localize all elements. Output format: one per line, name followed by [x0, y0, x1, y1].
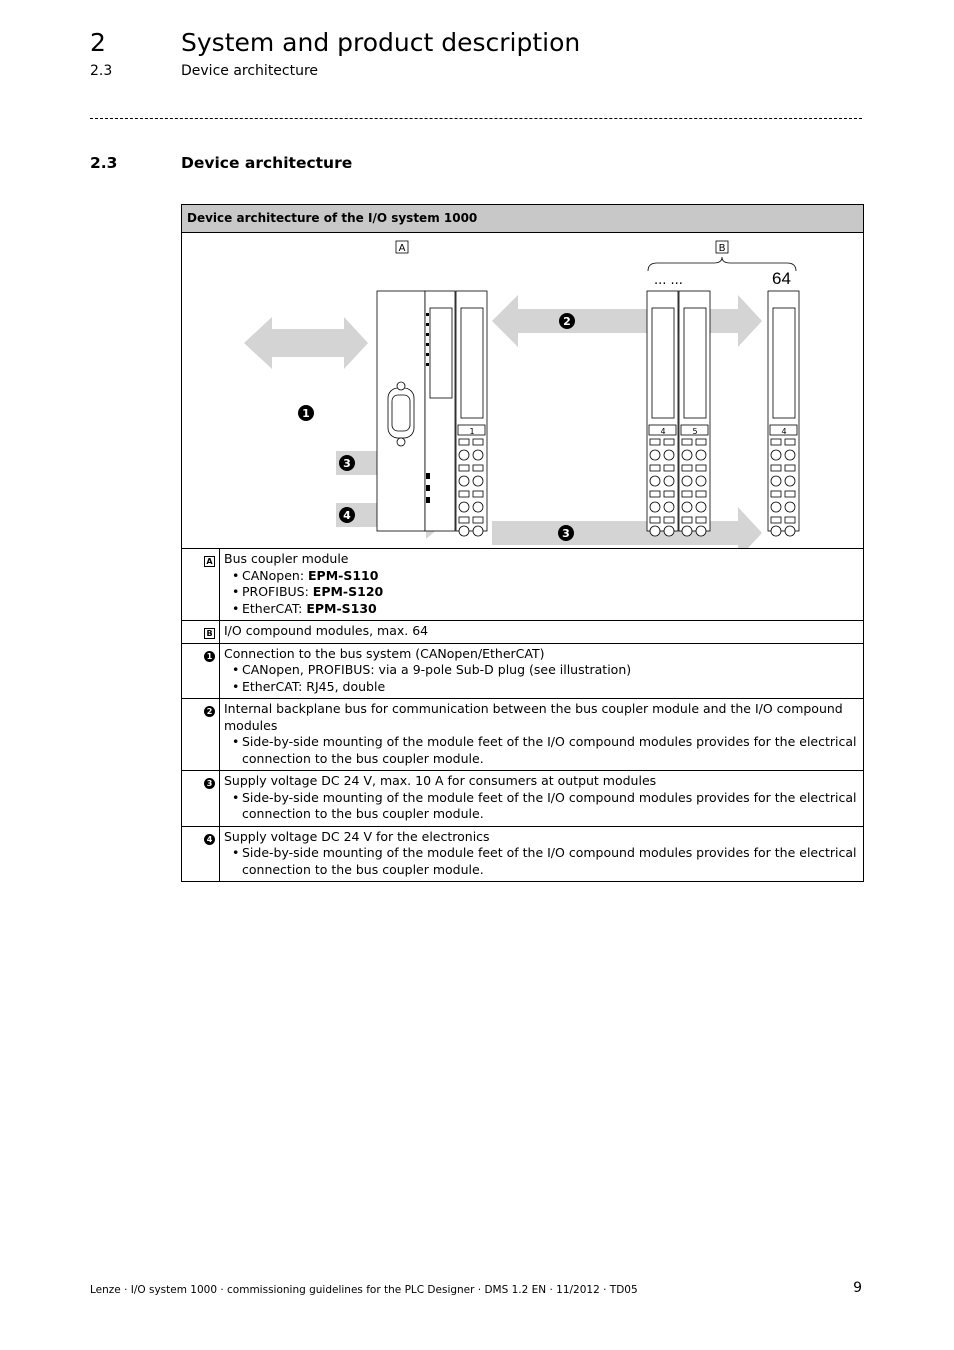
list-item: • CANopen: EPM-S110: [242, 568, 859, 585]
io-module-64: [768, 291, 799, 536]
io-module-1: [456, 291, 487, 536]
legend-row-1: [182, 643, 864, 699]
label-b: B: [718, 243, 726, 254]
legend-row-b: [182, 621, 864, 644]
chapter-title: System and product description: [181, 28, 581, 57]
legend-key-2: 2: [204, 706, 215, 717]
device-architecture-diagram: [182, 233, 863, 548]
callout-3-left-text: 3: [343, 457, 351, 470]
legend-key-b: B: [204, 628, 215, 639]
legend-row-4: [182, 826, 864, 882]
label-64: 64: [772, 269, 791, 288]
legend-table: [181, 548, 864, 882]
figure-caption: Device architecture of the I/O system 1000: [182, 205, 863, 233]
legend-text-1: Connection to the bus system (CANopen/EtherCAT): [224, 645, 545, 661]
header-section-title: Device architecture: [181, 63, 319, 79]
io-module-5: [679, 291, 710, 536]
slot-label-1: 1: [469, 427, 475, 436]
list-item: • Side-by-side mounting of the module feet of the I/O compound modules provides for the electrical connection to the bus coupler module.: [242, 790, 859, 823]
callout-3-right: [558, 525, 574, 541]
callout-3-left: [339, 455, 355, 471]
legend-text-3: Supply voltage DC 24 V, max. 10 A for consumers at output modules: [224, 773, 657, 788]
chapter-number: 2: [90, 28, 106, 57]
screw-top: [397, 382, 405, 390]
list-item: • Side-by-side mounting of the module feet of the I/O compound modules provides for the electrical connection to the bus coupler module.: [242, 734, 859, 767]
legend-row-2: [182, 699, 864, 771]
label-dots: ... ...: [654, 273, 683, 288]
section-number: 2.3: [90, 154, 118, 172]
slot-label-5: 5: [692, 427, 698, 436]
section-title: Device architecture: [181, 154, 353, 172]
screw-bottom: [397, 438, 405, 446]
list-item: • CANopen, PROFIBUS: via a 9-pole Sub-D plug (see illustration): [242, 662, 859, 679]
list-item: • Side-by-side mounting of the module feet of the I/O compound modules provides for the electrical connection to the bus coupler module.: [242, 845, 859, 878]
header-divider: [90, 118, 862, 119]
list-item: • EtherCAT: EPM-S130: [242, 601, 859, 618]
label-a: A: [398, 243, 406, 254]
callout-4: [339, 507, 355, 523]
legend-row-a: [182, 549, 864, 621]
header-section-number: 2.3: [90, 63, 113, 79]
callout-1: [298, 405, 314, 421]
page-number: 9: [853, 1280, 862, 1296]
legend-key-1: 1: [204, 651, 215, 662]
arrow-1: [244, 317, 368, 369]
callout-3-right-text: 3: [562, 527, 570, 540]
arrow-2: [492, 295, 762, 347]
legend-key-a: A: [204, 556, 215, 567]
legend-text-4: Supply voltage DC 24 V for the electronics: [224, 828, 490, 844]
sub-d-inner: [392, 395, 410, 431]
callout-2: [559, 313, 575, 329]
list-item: • PROFIBUS: EPM-S120: [242, 584, 859, 601]
legend-key-3: 3: [204, 778, 215, 789]
arrow-3-right: [492, 507, 762, 548]
coupler-window: [430, 308, 452, 398]
legend-text-b: I/O compound modules, max. 64: [224, 623, 429, 638]
legend-text-a: Bus coupler module: [224, 551, 349, 566]
callout-4-text: 4: [343, 509, 351, 522]
callout-1-text: 1: [302, 407, 310, 420]
footer-text: Lenze · I/O system 1000 · commissioning guidelines for the PLC Designer · DMS 1.2 EN · 11/2012 · TD05: [90, 1284, 638, 1296]
legend-row-3: [182, 771, 864, 827]
figure-box: [181, 204, 864, 549]
io-module-4: [647, 291, 678, 536]
callout-2-text: 2: [563, 315, 571, 328]
legend-text-2: Internal backplane bus for communication between the bus coupler module and the I/O compound modules: [224, 701, 843, 733]
list-item: • EtherCAT: RJ45, double: [242, 679, 859, 696]
figure-illustration: [182, 233, 863, 549]
slot-label-4: 4: [660, 427, 666, 436]
slot-label-4b: 4: [781, 427, 787, 436]
legend-key-4: 4: [204, 834, 215, 845]
